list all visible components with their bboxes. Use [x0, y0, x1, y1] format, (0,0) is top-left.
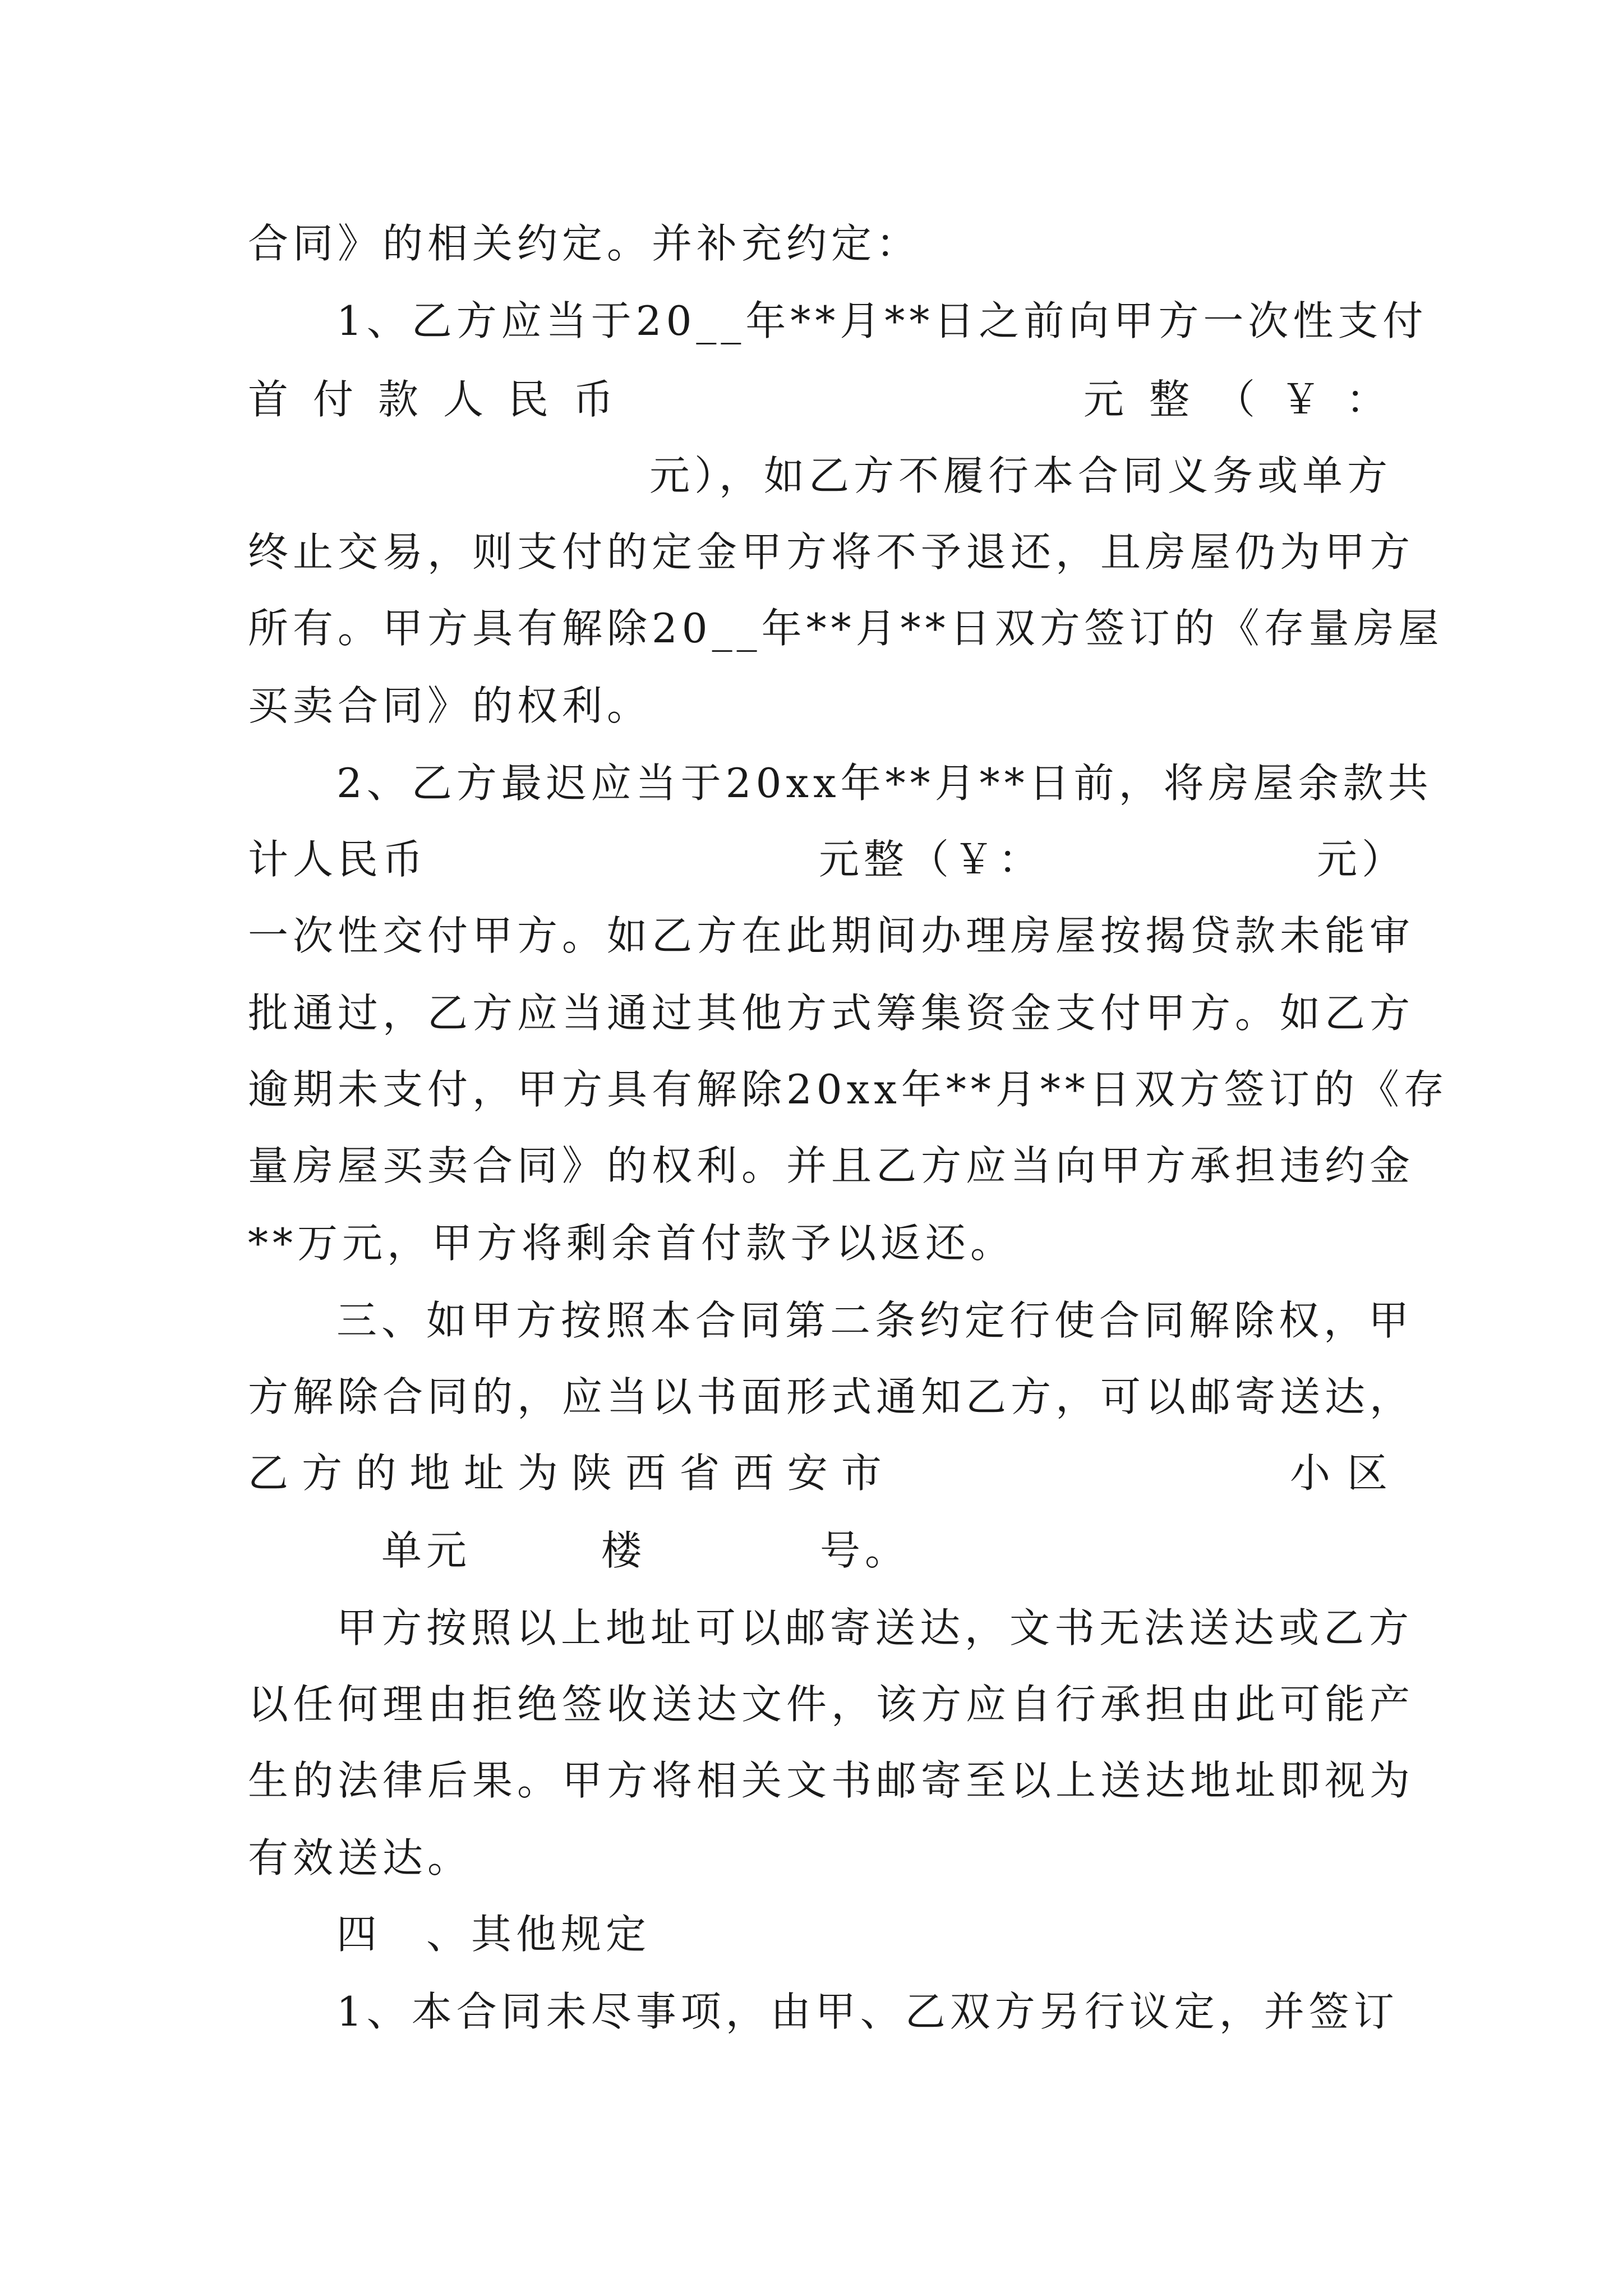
clause-2-amount-close: 元）: [1317, 836, 1407, 883]
paragraph-line: 方解除合同的，应当以书面形式通知乙方，可以邮寄送达，: [248, 1373, 1415, 1420]
char: 民: [508, 376, 548, 423]
char: 方: [302, 1450, 343, 1497]
char: 付: [312, 376, 353, 423]
paragraph-line: 合同》的相关约定。并补充约定：: [248, 220, 921, 267]
char: 元: [1083, 376, 1124, 423]
char: 币: [573, 376, 614, 423]
paragraph-line: 元），如乙方不履行本合同义务或单方: [649, 452, 1393, 499]
section-four-heading: 四 、其他规定: [336, 1911, 651, 1958]
paragraph-line: 逾期未支付，甲方具有解除20xx年**月**日双方签订的《存: [248, 1066, 1449, 1113]
paragraph-line: 终止交易，则支付的定金甲方将不予退还，且房屋仍为甲方: [248, 528, 1415, 576]
clause-1-amount-unit: [1083, 376, 1386, 423]
paragraph-line: 甲方按照以上地址可以邮寄送达，文书无法送达或乙方: [336, 1604, 1414, 1651]
char: ：: [1345, 376, 1386, 423]
char: ￥: [1280, 376, 1321, 423]
clause-2-amount-label: 计人民币: [248, 836, 428, 883]
section-three-line: 三、如甲方按照本合同第二条约定行使合同解除权，甲: [336, 1297, 1414, 1344]
char: 为: [517, 1450, 558, 1497]
char: 人: [442, 376, 483, 423]
char: 小: [1290, 1450, 1331, 1497]
address-community: [1290, 1450, 1387, 1497]
clause-1-line: 1、乙方应当于20__年**月**日之前向甲方一次性支付: [336, 297, 1428, 344]
clause-1-amount-label: [248, 376, 614, 423]
char: 西: [733, 1450, 774, 1497]
char: 地: [409, 1450, 450, 1497]
address-label: [248, 1450, 882, 1497]
paragraph-line: 生的法律后果。甲方将相关文书邮寄至以上送达地址即视为: [248, 1757, 1415, 1804]
paragraph-line: 所有。甲方具有解除20__年**月**日双方签订的《存量房屋: [248, 605, 1444, 652]
char: 首: [248, 376, 289, 423]
address-building: 楼: [601, 1527, 647, 1574]
char: 址: [463, 1450, 504, 1497]
char: 安: [787, 1450, 828, 1497]
char: 区: [1347, 1450, 1387, 1497]
clause-2-line: 2、乙方最迟应当于20xx年**月**日前，将房屋余款共: [336, 760, 1433, 807]
clause-1-line: 1、本合同未尽事项，由甲、乙双方另行议定，并签订: [336, 1988, 1399, 2035]
char: 的: [356, 1450, 396, 1497]
char: （: [1214, 376, 1255, 423]
char: 款: [377, 376, 418, 423]
paragraph-line: 一次性交付甲方。如乙方在此期间办理房屋按揭贷款未能审: [248, 912, 1415, 959]
paragraph-line: 买卖合同》的权利。: [248, 682, 652, 729]
paragraph-line: **万元，甲方将剩余首付款予以返还。: [248, 1220, 1016, 1267]
address-unit: 单元: [381, 1527, 472, 1574]
paragraph-line: 以任何理由拒绝签收送达文件，该方应自行承担由此可能产: [248, 1681, 1415, 1728]
paragraph-line: 批通过，乙方应当通过其他方式筹集资金支付甲方。如乙方: [248, 990, 1415, 1037]
paragraph-line: 量房屋买卖合同》的权利。并且乙方应当向甲方承担违约金: [248, 1142, 1415, 1189]
char: 乙: [248, 1450, 289, 1497]
char: 市: [841, 1450, 882, 1497]
clause-2-amount-unit: 元整（￥：: [819, 836, 1044, 883]
address-number: 号。: [820, 1527, 910, 1574]
char: 西: [625, 1450, 666, 1497]
paragraph-line: 有效送达。: [248, 1834, 473, 1881]
char: 陕: [571, 1450, 612, 1497]
char: 整: [1149, 376, 1189, 423]
char: 省: [679, 1450, 720, 1497]
